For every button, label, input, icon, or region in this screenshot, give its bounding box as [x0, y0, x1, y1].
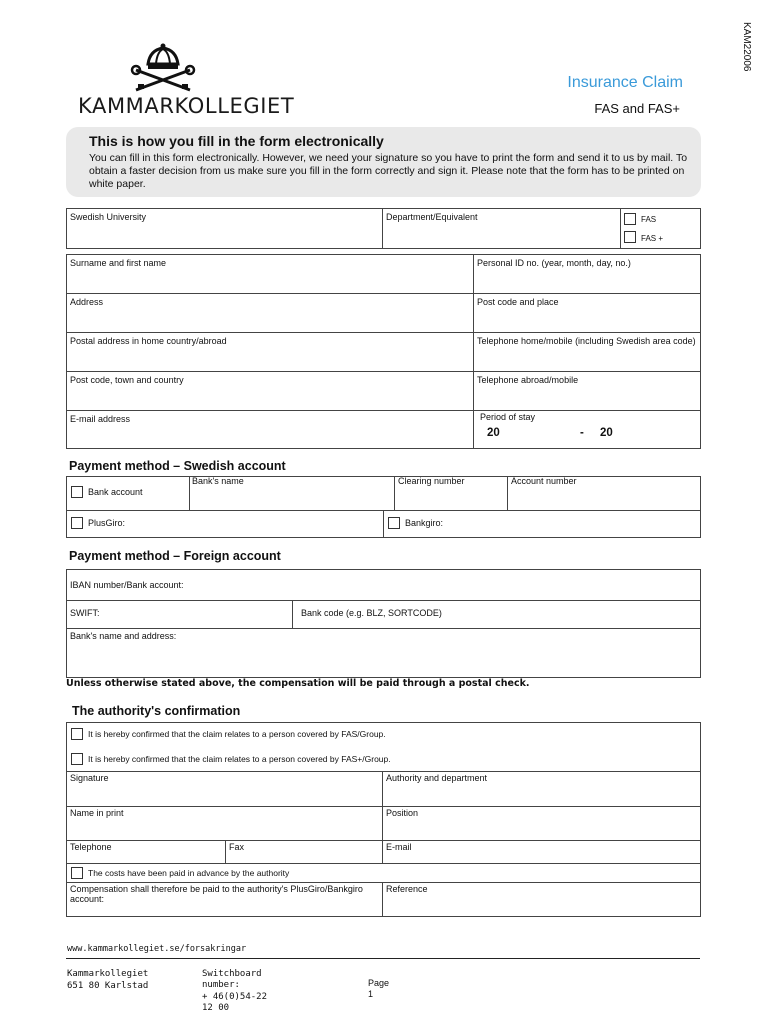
fas-checkbox[interactable]: [624, 213, 636, 225]
account-number-field[interactable]: Account number: [511, 476, 577, 486]
banks-name-field[interactable]: Bank's name: [192, 476, 244, 486]
bank-name-address-field[interactable]: Bank's name and address:: [70, 631, 177, 641]
authority-heading: The authority's confirmation: [72, 704, 241, 718]
clearing-number-field[interactable]: Clearing number: [398, 476, 465, 486]
fas-plus-label: FAS +: [641, 234, 664, 243]
period-of-stay-label: Period of stay: [480, 412, 536, 422]
name-in-print-field[interactable]: Name in print: [70, 808, 124, 818]
footer-org-line1: Kammarkollegiet: [67, 969, 149, 979]
org-name: KAMMARKOLLEGIET: [78, 94, 295, 118]
fas-plus-checkbox[interactable]: [624, 231, 636, 243]
signature-field[interactable]: Signature: [70, 773, 109, 783]
compensation-account-field[interactable]: Compensation shall therefore be paid to the authority's PlusGiro/Bankgiro account:: [70, 884, 363, 904]
surname-field[interactable]: Surname and first name: [70, 258, 167, 268]
authority-fax-field[interactable]: Fax: [229, 842, 245, 852]
bankgiro-field[interactable]: Bankgiro:: [405, 518, 444, 528]
university-field[interactable]: Swedish University: [70, 212, 147, 222]
bank-account-label: Bank account: [88, 487, 143, 497]
foreign-account-heading: Payment method – Foreign account: [69, 549, 281, 563]
personal-id-field[interactable]: Personal ID no. (year, month, day, no.): [477, 258, 631, 268]
info-heading: This is how you fill in the form electronically: [89, 133, 384, 149]
bankgiro-checkbox[interactable]: [388, 517, 400, 529]
telephone-home-field[interactable]: Telephone home/mobile (including Swedish area code): [477, 336, 696, 346]
bank-code-field[interactable]: Bank code (e.g. BLZ, SORTCODE): [301, 608, 442, 618]
plusgiro-field[interactable]: PlusGiro:: [88, 518, 126, 528]
confirm-fas-checkbox[interactable]: [71, 728, 83, 740]
postal-address-abroad-field[interactable]: Postal address in home country/abroad: [70, 336, 227, 346]
form-code-text: KAM22006: [741, 22, 752, 72]
position-field[interactable]: Position: [386, 808, 419, 818]
authority-email-field[interactable]: E-mail: [386, 842, 412, 852]
post-code-town-country-field[interactable]: Post code, town and country: [70, 375, 184, 385]
fas-label: FAS: [641, 215, 657, 224]
footer-switch-line3: + 46(0)54-22: [202, 992, 268, 1002]
period-to-field[interactable]: 20: [600, 427, 613, 439]
page-subtitle: FAS and FAS+: [594, 101, 680, 116]
telephone-abroad-field[interactable]: Telephone abroad/mobile: [477, 375, 579, 385]
authority-telephone-field[interactable]: Telephone: [70, 842, 112, 852]
email-field[interactable]: E-mail address: [70, 414, 131, 424]
iban-field[interactable]: IBAN number/Bank account:: [70, 580, 184, 590]
personal-box: [66, 254, 701, 449]
crown-keys-logo-icon: [128, 42, 198, 92]
footer-switch-line4: 12 00: [202, 1003, 230, 1013]
footer-org-line2: 651 80 Karlstad: [67, 981, 149, 991]
address-field[interactable]: Address: [70, 297, 104, 307]
confirm-fas-label: It is hereby confirmed that the claim relates to a person covered by FAS/Group.: [88, 729, 386, 739]
reference-field[interactable]: Reference: [386, 884, 428, 894]
footer-switch-line1: Switchboard: [202, 969, 262, 979]
info-body: You can fill in this form electronically. However, we need your signature so you have to print the form and send it to us by mail. To obtain a faster decision from us make sure you fill in the form correctly and sign it. Please note that the form has to be printed on white paper.: [89, 152, 688, 190]
authority-department-field[interactable]: Authority and department: [386, 773, 488, 783]
period-from-field[interactable]: 20: [487, 427, 500, 439]
footer-page-number: 1: [368, 989, 374, 999]
page-title: Insurance Claim: [567, 74, 683, 91]
footer-switch-line2: number:: [202, 980, 240, 990]
info-box: [66, 127, 701, 197]
footer-url[interactable]: www.kammarkollegiet.se/forsakringar: [67, 944, 247, 954]
confirm-fas-plus-checkbox[interactable]: [71, 753, 83, 765]
swedish-account-heading: Payment method – Swedish account: [69, 459, 286, 473]
postal-check-note: Unless otherwise stated above, the compensation will be paid through a postal check.: [66, 678, 530, 689]
swift-field[interactable]: SWIFT:: [70, 608, 100, 618]
footer-page-label: Page: [368, 978, 390, 988]
period-dash: -: [580, 427, 584, 439]
university-box: [66, 208, 701, 249]
department-field[interactable]: Department/Equivalent: [386, 212, 478, 222]
bank-account-checkbox[interactable]: [71, 486, 83, 498]
post-code-place-field[interactable]: Post code and place: [477, 297, 559, 307]
costs-paid-checkbox[interactable]: [71, 867, 83, 879]
form-code: [740, 22, 754, 82]
confirm-fas-plus-label: It is hereby confirmed that the claim relates to a person covered by FAS+/Group.: [88, 754, 391, 764]
plusgiro-checkbox[interactable]: [71, 517, 83, 529]
costs-paid-label: The costs have been paid in advance by the authority: [88, 868, 290, 878]
